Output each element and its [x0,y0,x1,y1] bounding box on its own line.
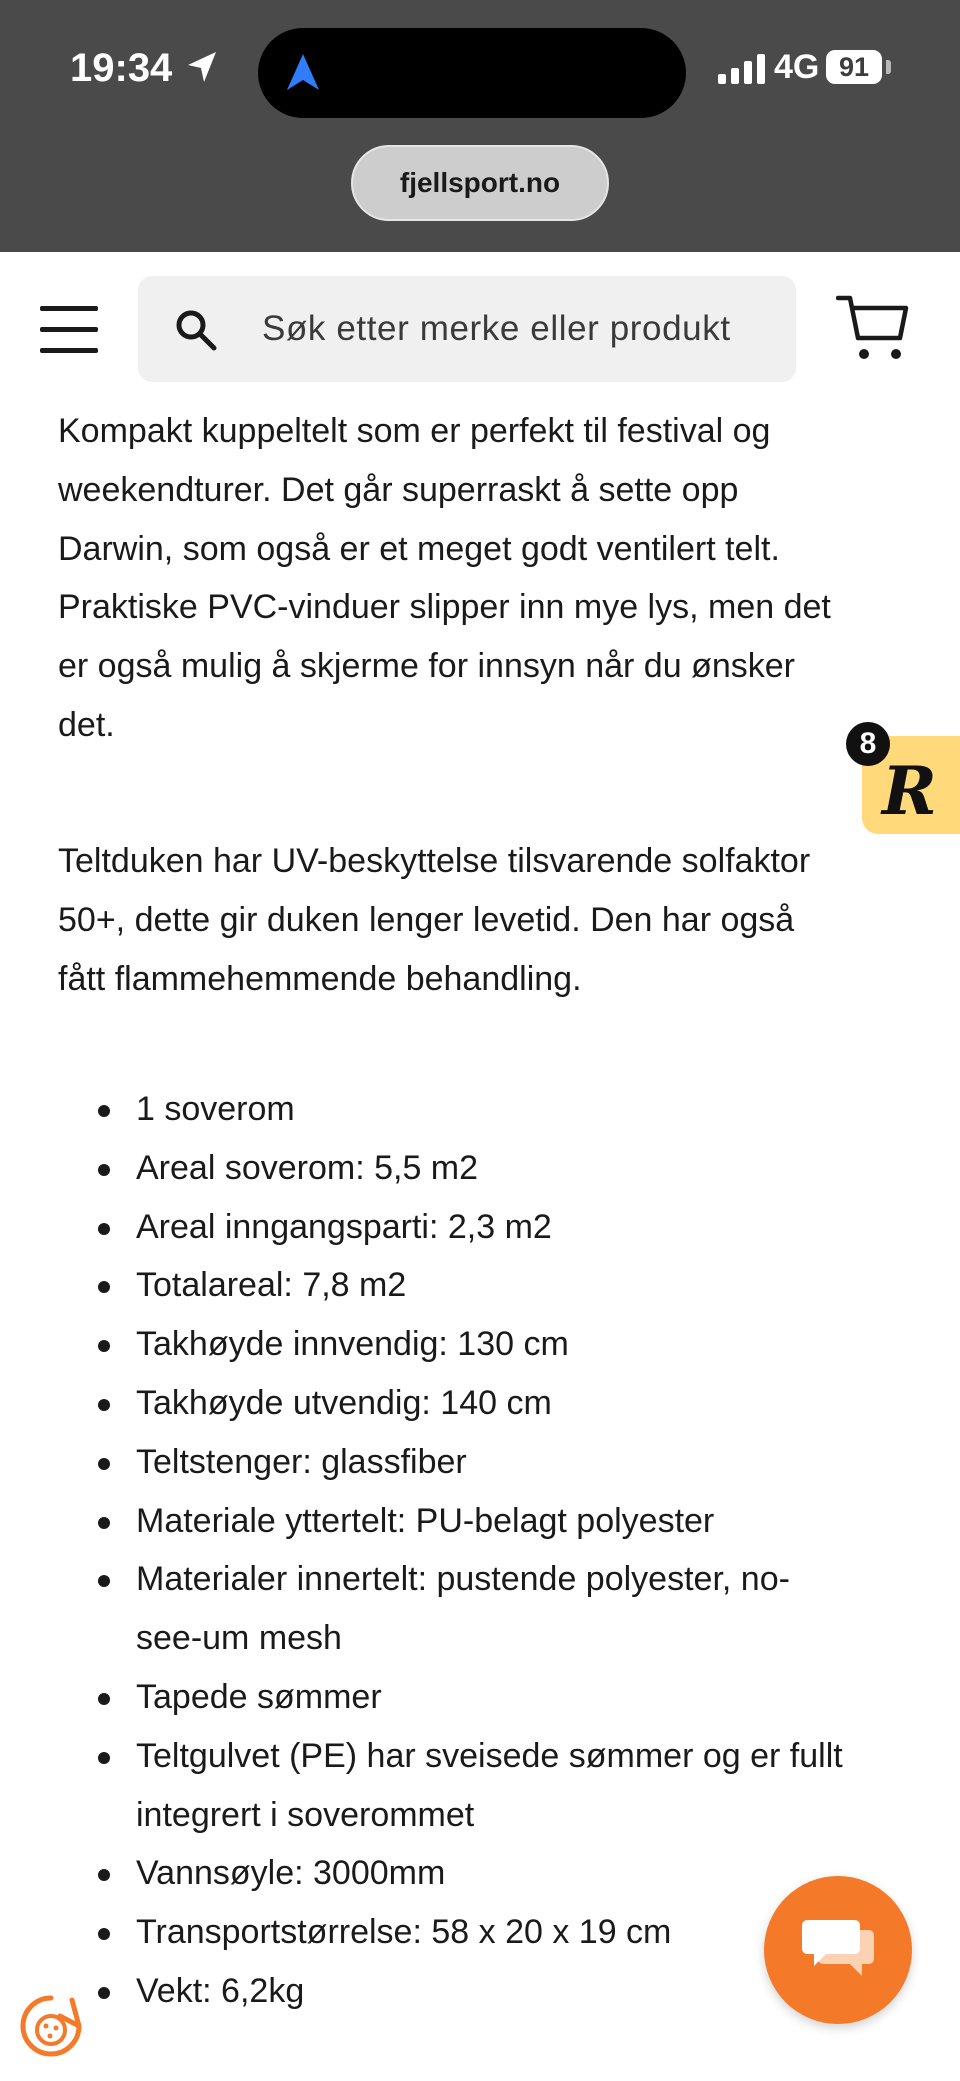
list-item [136,1668,960,1727]
list-item-text: Takhøyde innvendig: 130 cm [136,1325,569,1364]
list-item [136,1727,960,1845]
text-line: Darwin, som også er et meget godt ventilert telt. [58,529,780,568]
list-item-text: Materialer innertelt: pustende polyester, no- [136,1560,790,1599]
text-line: 50+, dette gir duken lenger levetid. Den har også [58,900,795,939]
text-line: Kompakt kuppeltelt som er perfekt til festival og [58,412,771,450]
list-item [136,1433,960,1492]
battery-indicator: 91 [826,50,882,84]
text-line: fått flammehemmende behandling. [58,959,582,998]
list-item-text: Tapede sømmer [136,1677,382,1716]
list-item-text: Totalareal: 7,8 m2 [136,1266,407,1305]
text-line: er også mulig å skjerme for innsyn når du ønsker [58,647,795,686]
navigation-arrow-icon [285,52,321,92]
url-bar[interactable]: fjellsport.no [351,145,609,221]
status-bar [0,0,960,252]
list-item [136,1492,960,1551]
list-item [136,1139,960,1198]
reviews-count-badge: 8 [846,722,890,766]
chat-button[interactable] [764,1876,912,2024]
dynamic-island [258,28,686,118]
list-item-text: Transportstørrelse: 58 x 20 x 19 cm [136,1913,672,1952]
cookie-icon[interactable] [16,1990,86,2064]
location-arrow-icon [186,50,218,84]
list-item-text: see-um mesh [136,1619,342,1658]
list-item-text: Areal inngangsparti: 2,3 m2 [136,1207,552,1246]
site-header [0,252,960,382]
signal-icon [718,54,766,84]
list-item-text: Areal soverom: 5,5 m2 [136,1148,479,1187]
chat-icon [802,1916,876,1982]
product-description [58,402,898,2010]
list-item-text: integrert i soverommet [136,1795,475,1834]
description-paragraph-2 [58,832,918,1008]
list-item [136,1550,960,1668]
status-time: 19:34 [70,46,173,90]
description-paragraph-1 [58,402,898,755]
text-line: det. [58,705,115,744]
list-item [136,1374,960,1433]
list-item [136,1198,960,1257]
search-input[interactable] [138,276,796,382]
list-item-text: 1 soverom [136,1090,295,1128]
list-item-text: Vekt: 6,2kg [136,1971,305,2010]
search-placeholder: Søk etter merke eller produkt [262,309,731,348]
list-item [136,1080,960,1139]
cart-icon[interactable] [836,292,910,364]
text-line: Teltduken har UV-beskyttelse tilsvarende solfaktor [58,842,811,880]
hamburger-menu-icon[interactable] [40,306,98,352]
list-item-text: Vannsøyle: 3000mm [136,1854,446,1893]
battery-tip [886,60,891,74]
list-item [136,1315,960,1374]
text-line: Praktiske PVC-vinduer slipper inn mye lys, men det [58,588,831,627]
text-line: weekendturer. Det går superraskt å sette opp [58,470,739,509]
reviews-logo: R [882,752,937,830]
list-item-text: Teltgulvet (PE) har sveisede sømmer og er fullt [136,1736,843,1775]
list-item-text: Materiale yttertelt: PU-belagt polyester [136,1501,715,1540]
network-type: 4G [774,48,820,86]
list-item-text: Teltstenger: glassfiber [136,1442,467,1481]
list-item-text: Takhøyde utvendig: 140 cm [136,1383,552,1422]
list-item [136,1256,960,1315]
search-icon [174,308,218,352]
